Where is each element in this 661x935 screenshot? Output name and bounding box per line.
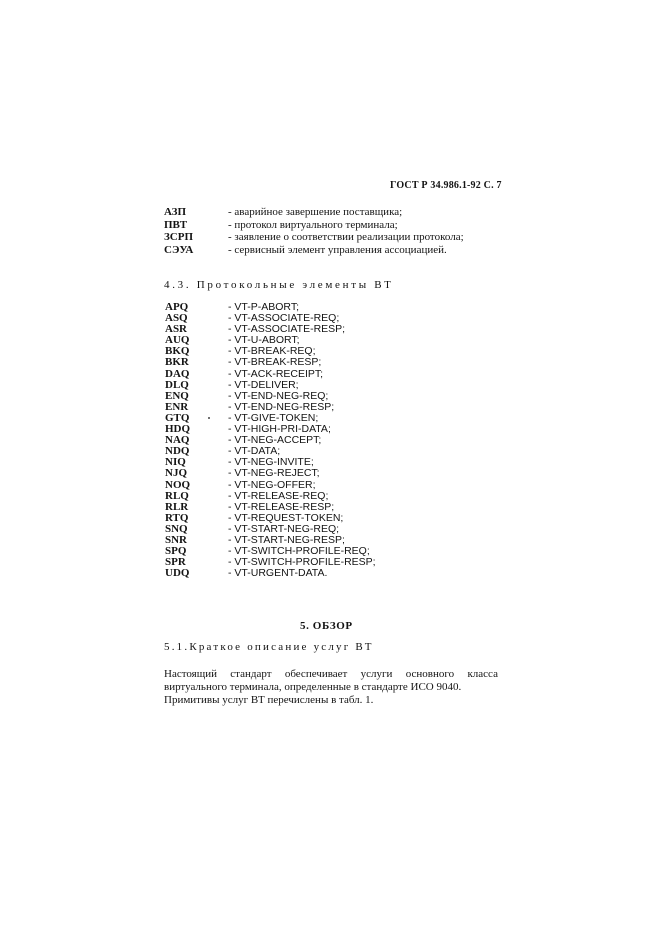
section-5-heading: 5. ОБЗОР [300,620,353,632]
protocol-element-row [165,335,485,346]
abbreviation-description: - заявление о соответствии реализации протокола; [228,231,464,243]
abbreviation-code: СЭУА [164,243,194,256]
abbreviation-row [164,206,504,219]
protocol-element-primitive: - VT-NEG-ACCEPT; [228,434,322,447]
protocol-element-row [165,468,485,479]
paragraph-line-3: Примитивы услуг ВТ перечислены в табл. 1. [164,694,374,706]
protocol-element-row [165,324,485,335]
protocol-element-primitive: - VT-NEG-OFFER; [228,478,316,491]
protocol-element-primitive: - VT-DELIVER; [228,378,299,391]
protocol-element-primitive: - VT-SWITCH-PROFILE-REQ; [228,545,370,558]
protocol-element-row [165,369,485,380]
protocol-element-code: DLQ [165,378,189,391]
protocol-element-primitive: - VT-NEG-INVITE; [228,456,314,469]
protocol-element-primitive: - VT-ASSOCIATE-RESP; [228,323,346,336]
protocol-element-code: BKR [165,356,189,369]
protocol-element-primitive: - VT-ACK-RECEIPT; [228,367,324,380]
paragraph-line-2: виртуального терминала, определенные в стандарте ИСО 9040. [164,681,462,693]
protocol-element-code: RLQ [165,489,189,502]
protocol-element-code: HDQ [165,423,191,436]
protocol-element-primitive: - VT-NEG-REJECT; [228,467,320,480]
abbreviation-row [164,219,504,232]
protocol-element-row [165,480,485,491]
paragraph-line-1 [164,668,498,681]
paragraph-word: услуги [360,668,393,680]
abbreviation-description: - аварийное завершение поставщика; [228,206,403,218]
abbreviation-row [164,231,504,244]
paragraph-word: класса [467,668,498,680]
protocol-element-primitive: - VT-END-NEG-RESP; [228,400,335,413]
protocol-element-code: NIQ [165,456,186,469]
section-4-3-heading [164,279,394,291]
protocol-element-code: APQ [165,301,189,313]
protocol-element-code: ENR [165,400,189,413]
protocol-element-primitive: - VT-BREAK-REQ; [228,345,316,358]
protocol-element-code: NOQ [165,478,191,491]
protocol-element-row [165,346,485,357]
abbreviation-list [164,206,504,256]
paragraph-word: основного [405,668,455,680]
protocol-element-row [165,357,485,368]
protocol-element-primitive: - VT-RELEASE-RESP; [228,500,335,513]
protocol-element-code: SNQ [165,522,188,535]
protocol-element-code: DAQ [165,367,190,380]
protocol-element-row [165,424,485,435]
page-header: ГОСТ Р 34.986.1-92 С. 7 [390,180,502,191]
protocol-element-code: GTQ [165,411,190,424]
protocol-element-primitive: - VT-URGENT-DATA. [228,567,328,580]
abbreviation-description: - протокол виртуального терминала; [228,218,398,231]
abbreviation-code: ПВТ [164,218,188,231]
paragraph-word: Настоящий [164,668,217,680]
protocol-element-primitive: - VT-HIGH-PRI-DATA; [228,423,331,436]
protocol-element-primitive: - VT-END-NEG-REQ; [228,389,329,402]
protocol-element-primitive: - VT-P-ABORT; [228,301,299,313]
protocol-element-code: ENQ [165,389,189,402]
protocol-element-row [165,446,485,457]
protocol-element-code: RLR [165,500,189,513]
protocol-element-row [165,402,485,413]
protocol-element-primitive: - VT-ASSOCIATE-REQ; [228,312,340,325]
protocol-element-code: NDQ [165,445,190,458]
protocol-element-primitive: - VT-BREAK-RESP; [228,356,322,369]
paragraph-word: стандарт [230,668,272,680]
section-5-1-title: Краткое описание услуг ВТ [189,641,374,653]
protocol-element-primitive: - VT-START-NEG-REQ; [228,522,340,535]
protocol-element-code: RTQ [165,511,189,524]
protocol-element-row [165,435,485,446]
protocol-element-code: ASR [165,323,188,336]
paragraph-word: обеспечивает [284,668,348,680]
section-4-3-number: 4.3. [164,279,192,291]
protocol-element-code: UDQ [165,567,190,580]
protocol-element-primitive: - VT-START-NEG-RESP; [228,533,345,546]
protocol-element-code: SPR [165,556,186,569]
abbreviation-code: АЗП [164,206,187,218]
abbreviation-code: ЗСРП [164,231,194,243]
protocol-element-code: NJQ [165,467,187,480]
protocol-element-code: SNR [165,533,188,546]
abbreviation-row [164,244,504,257]
section-5-1-heading [164,641,374,653]
protocol-element-code: BKQ [165,345,190,358]
protocol-element-row [165,568,485,579]
abbreviation-description: - сервисный элемент управления ассоциацией. [228,243,447,256]
protocol-element-primitive: - VT-SWITCH-PROFILE-RESP; [228,556,376,569]
protocol-element-row [165,457,485,468]
overview-paragraph [164,668,498,707]
protocol-element-code: SPQ [165,545,187,558]
protocol-element-code: NAQ [165,434,190,447]
protocol-element-primitive: - VT-RELEASE-REQ; [228,489,329,502]
protocol-element-code: AUQ [165,334,190,347]
protocol-element-code: ASQ [165,312,188,325]
section-4-3-title: Протокольные элементы ВТ [196,279,394,291]
protocol-elements-list [165,302,485,579]
section-5-1-number: 5.1. [164,641,190,653]
protocol-element-primitive: - VT-DATA; [228,445,281,458]
protocol-element-primitive: - VT-GIVE-TOKEN; [228,411,319,424]
protocol-element-primitive: - VT-U-ABORT; [228,334,300,347]
protocol-element-primitive: - VT-REQUEST-TOKEN; [228,511,344,524]
